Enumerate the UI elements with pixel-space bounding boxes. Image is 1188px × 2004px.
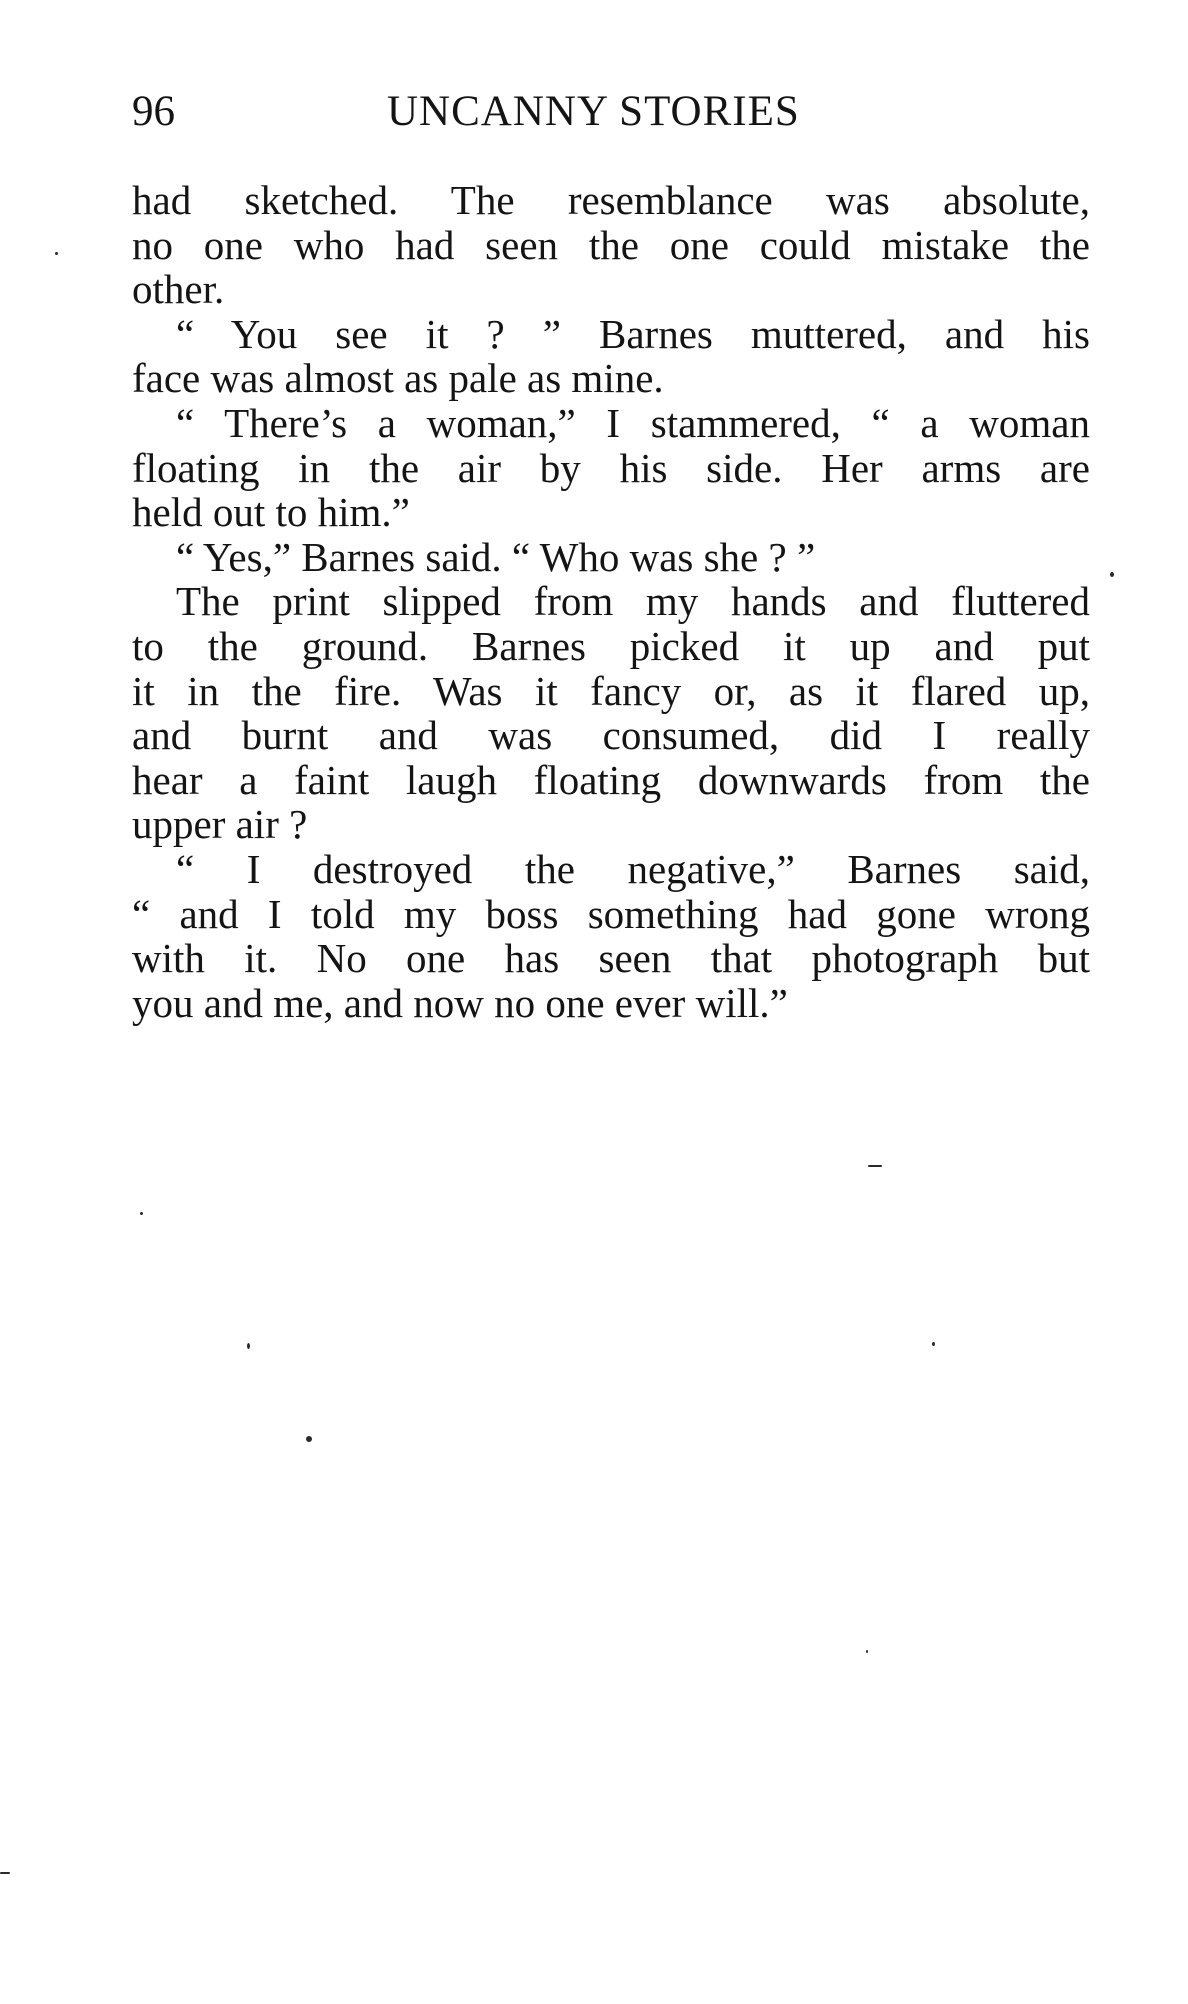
running-head — [132, 86, 1090, 138]
scan-speck — [932, 1342, 935, 1346]
text-line: hear a faint laugh floating downwards from the — [132, 756, 1090, 803]
text-line: face was almost as pale as mine. — [132, 355, 664, 402]
text-line: “ I destroyed the negative,” Barnes said, — [176, 845, 1090, 892]
text-line: no one who had seen the one could mistake the — [132, 221, 1090, 268]
page-number: 96 — [132, 88, 175, 135]
text-line: “ Yes,” Barnes said. “ Who was she ? ” — [176, 533, 816, 580]
scan-speck — [306, 1436, 312, 1442]
text-line: held out to him.” — [132, 489, 410, 536]
text-line: “ You see it ? ” Barnes muttered, and his — [176, 310, 1090, 357]
scan-speck — [55, 252, 58, 255]
body-text — [132, 178, 1090, 1025]
text-line: you and me, and now no one ever will.” — [132, 979, 788, 1026]
text-line: with it. No one has seen that photograph but — [132, 935, 1090, 982]
scan-speck — [866, 1650, 868, 1653]
scan-speck — [247, 1343, 250, 1349]
text-line: other. — [132, 266, 225, 313]
text-line: “ and I told my boss something had gone wrong — [132, 890, 1090, 937]
text-line: The print slipped from my hands and fluttered — [176, 578, 1090, 625]
text-line: had sketched. The resemblance was absolute, — [132, 177, 1090, 223]
scan-speck — [1110, 572, 1114, 577]
running-title: UNCANNY STORIES — [387, 88, 800, 135]
scan-speck — [868, 1165, 882, 1167]
text-line: it in the fire. Was it fancy or, as it flared up, — [132, 667, 1090, 714]
scan-speck — [0, 1872, 10, 1874]
text-line: and burnt and was consumed, did I really — [132, 712, 1090, 759]
scan-speck — [140, 1212, 143, 1215]
text-line: to the ground. Barnes picked it up and put — [132, 622, 1090, 669]
text-line: “ There’s a woman,” I stammered, “ a woman — [176, 399, 1090, 446]
text-line: upper air ? — [132, 801, 308, 848]
text-line: floating in the air by his side. Her arms are — [132, 444, 1090, 491]
